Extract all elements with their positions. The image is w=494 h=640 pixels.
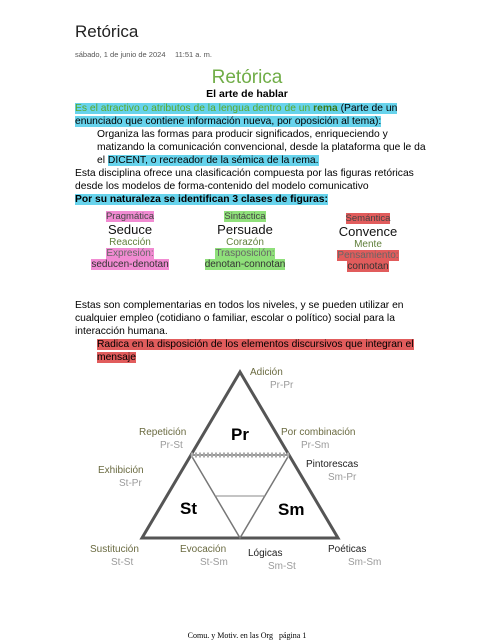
- footer-page-number: página 1: [279, 631, 307, 640]
- code-exhibicion: St-Pr: [119, 478, 142, 489]
- paragraph-2-line-2: matizando la comunicación convencional, desde la plataforma que le da: [97, 142, 426, 153]
- paragraph-3-line-2: desde los modelos de forma-contenido del modelo comunicativo: [75, 181, 369, 192]
- center-right-label: Sm: [278, 500, 305, 519]
- highlight-text: mensaje: [97, 352, 136, 363]
- label-poeticas: Poéticas: [328, 544, 367, 555]
- main-heading: Retórica: [211, 67, 283, 88]
- code-adicion: Pr-Pr: [270, 380, 294, 391]
- paragraph-5-line-2: cualquier empleo (cotidiano o familiar, escolar o político) social para la: [75, 313, 395, 324]
- figure-verb: Persuade: [217, 222, 273, 237]
- code-sustitucion: St-St: [111, 557, 134, 568]
- highlight-text: Radica en la disposición de los elementos discursivos que integran el: [97, 339, 414, 350]
- figure-method: Pensamiento:: [337, 250, 399, 261]
- paragraph-2-line-1: Organiza las formas para producir significados, enriqueciendo y: [97, 129, 388, 140]
- rema-term: rema: [313, 103, 338, 114]
- figure-name: Pragmática: [105, 211, 155, 222]
- label-logicas: Lógicas: [248, 548, 283, 559]
- center-left-label: St: [180, 499, 197, 518]
- page-title: Retórica: [75, 22, 139, 41]
- figure-verb: Seduce: [107, 222, 153, 237]
- label-sustitucion: Sustitución: [90, 544, 139, 555]
- figure-method: Trasposición:: [215, 248, 275, 259]
- dicent-highlight: DICENT, o recreador de la sémica de la rema.: [107, 155, 319, 166]
- code-logicas: Sm-St: [268, 561, 296, 572]
- page-footer: [0, 631, 494, 640]
- highlight-text: (Parte de un: [337, 103, 398, 114]
- label-pintorescas: Pintorescas: [306, 459, 359, 470]
- date-label: sábado, 1 de junio de 2024: [75, 50, 166, 59]
- code-poeticas: Sm-Sm: [348, 557, 382, 568]
- figure-relation: seducen-denotan: [91, 259, 169, 270]
- paragraph-3-line-1: Esta disciplina ofrece una clasificación compuesta por las figuras retóricas: [75, 168, 414, 179]
- figure-verb: Convence: [338, 224, 398, 239]
- label-evocacion: Evocación: [180, 544, 227, 555]
- center-top-label: Pr: [231, 425, 249, 444]
- label-por-combinacion: Por combinación: [281, 427, 356, 438]
- paragraph-5-line-3: interacción humana.: [75, 326, 168, 337]
- footer-course: Comu. y Motiv. en las Org: [187, 631, 273, 640]
- highlight-text: enunciado que contiene información nueva, por oposición al tema):: [75, 116, 382, 127]
- figure-method: Expresión:: [106, 248, 154, 259]
- highlight-text: Es el atractivo o atributos de la lengua dentro de un: [75, 103, 314, 114]
- label-exhibicion: Exhibición: [98, 465, 144, 476]
- text: el: [97, 155, 108, 166]
- figure-relation: denotan-connotan: [204, 259, 286, 270]
- figure-effect: Corazón: [226, 237, 264, 248]
- figure-name: Sintáctica: [224, 211, 266, 222]
- figure-relation: connotan: [347, 261, 389, 272]
- label-adicion: Adición: [250, 367, 283, 378]
- highlight-text: Por su naturaleza se identifican 3 clases de figuras:: [75, 194, 328, 205]
- paragraph-5-line-1: Estas son complementarias en todos los niveles, y se pueden utilizar en: [75, 300, 404, 311]
- code-repeticion: Pr-St: [160, 440, 183, 451]
- label-repeticion: Repetición: [139, 427, 187, 438]
- figure-name: Semántica: [345, 213, 391, 224]
- figure-effect: Reacción: [109, 237, 151, 248]
- time-label: 11:51 a. m.: [175, 50, 212, 59]
- code-evocacion: St-Sm: [200, 557, 228, 568]
- figure-effect: Mente: [354, 239, 382, 250]
- code-pintorescas: Sm-Pr: [328, 472, 357, 483]
- code-por-combinacion: Pr-Sm: [301, 440, 330, 451]
- subheading: El arte de hablar: [206, 88, 288, 100]
